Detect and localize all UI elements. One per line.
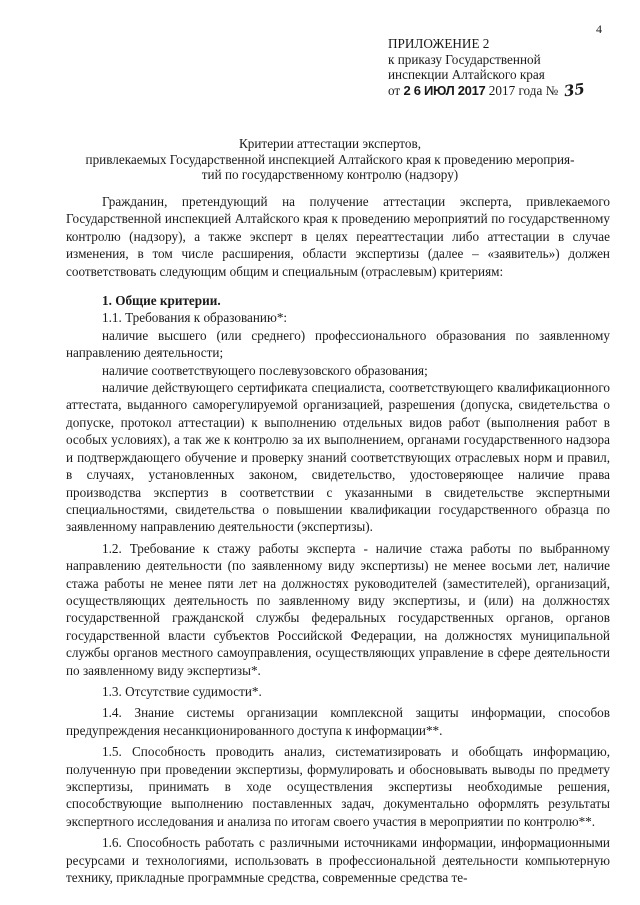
title-line-2: привлекаемых Государственной инспекцией Алтайского края к проведению мероприя- [85,151,575,167]
document-body [66,193,610,886]
page-number: 4 [596,22,602,36]
clause-1-2-experience: 1.2. Требование к стажу работы эксперта - наличие стажа работы по выбранному направлению деятельности (по заявленному виду экспертизы) не менее восьми лет, наличие стажа работы не менее пяти лет на должностях руководителей (заместителей), организаций, осуществляющих деятельность по заявленному виду экспертизы, и (или) на должностях государственной гражданской службы федеральных государственных органов, органов государственной власти субъектов Российской Федерации, на должностях муниципальной службы органов местного самоуправления, осуществляющих управление в сфере деятельности по заявленному виду экспертизы*. [66,540,610,678]
clause-1-6-information-sources: 1.6. Способность работать с различными источниками информации, информационными ресурсами и технологиями, использовать в профессиональной деятельности компьютерную технику, прикладные программные средства, современные средства те- [66,835,610,886]
appendix-title: ПРИЛОЖЕНИЕ 2 [388,36,490,51]
clause-1-4-info-security: 1.4. Знание системы организации комплексной защиты информации, способов предупреждения несанкционированного доступа к информации**. [66,705,610,738]
order-number-handwritten: 35 [562,79,586,100]
date-stamp: 2 6 ИЮЛ 2017 [403,82,486,98]
appendix-block [388,36,628,98]
title-line-3: тий по государственному контролю (надзору) [201,167,459,182]
appendix-year-text: 2017 года № [488,82,559,98]
appendix-order-ref: к приказу Государственной [388,51,541,67]
clause-1-3-no-record: 1.3. Отсутствие судимости*. [102,683,262,699]
intro-paragraph: Гражданин, претендующий на получение аттестации эксперта, привлекаемого Государственной инспекцией Алтайского края к проведению мероприятий по государственному контролю (надзору), а также эксперт в целях переаттестации либо аттестации в случае изменения, в том числе расширения, области экспертизы (далее – «заявитель») должен соответствовать следующим общим и специальным (отраслевым) критериям: [66,194,610,279]
clause-1-1-postgraduate: наличие соответствующего послевузовского образования; [102,362,428,378]
appendix-authority: инспекции Алтайского края [388,67,545,82]
clause-1-1-higher-education: наличие высшего (или среднего) профессионального образования по заявленному направлению деятельности; [66,327,610,361]
appendix-date-prefix: от [388,82,401,98]
appendix-date-line [388,79,628,100]
title-line-1: Критерии аттестации экспертов, [238,136,422,151]
clause-1-1-title: 1.1. Требования к образованию*: [102,310,288,326]
clause-1-5-analysis: 1.5. Способность проводить анализ, систематизировать и обобщать информацию, полученную при проведении экспертизы, формулировать и обосновывать выводы по предмету экспертизы, принимать в ходе осуществления экспертизы необходимые решения, способствующие выполнению поставленных задач, документально оформлять результаты экспертного исследования и анализа по итогам своего участия в мероприятии по контролю**. [66,744,610,829]
document-title [60,136,600,183]
clause-1-1-certificates: наличие действующего сертификата специалиста, соответствующего квалификационного аттестата, выданного саморегулируемой организацией, разрешения (допуска, свидетельства о допуске, протокол аттестации) к выполнению отдельных видов работ (выполнения работ в особых условиях), а так же к контролю за их выполнением, органами государственного надзора и подтверждающего обучение и проверку знаний соответствующих отраслевых норм и правил, в случаях, установленных законом, свидетельство, удостоверяющее наличие права производства экспертиз в соответствии с указанными в свидетельстве экспертными специальностями, свидетельства о повышении квалификации государственного образца по заявленному направлению деятельности (экспертизы). [66,380,610,535]
section-heading-general-criteria: 1. Общие критерии. [102,293,221,309]
